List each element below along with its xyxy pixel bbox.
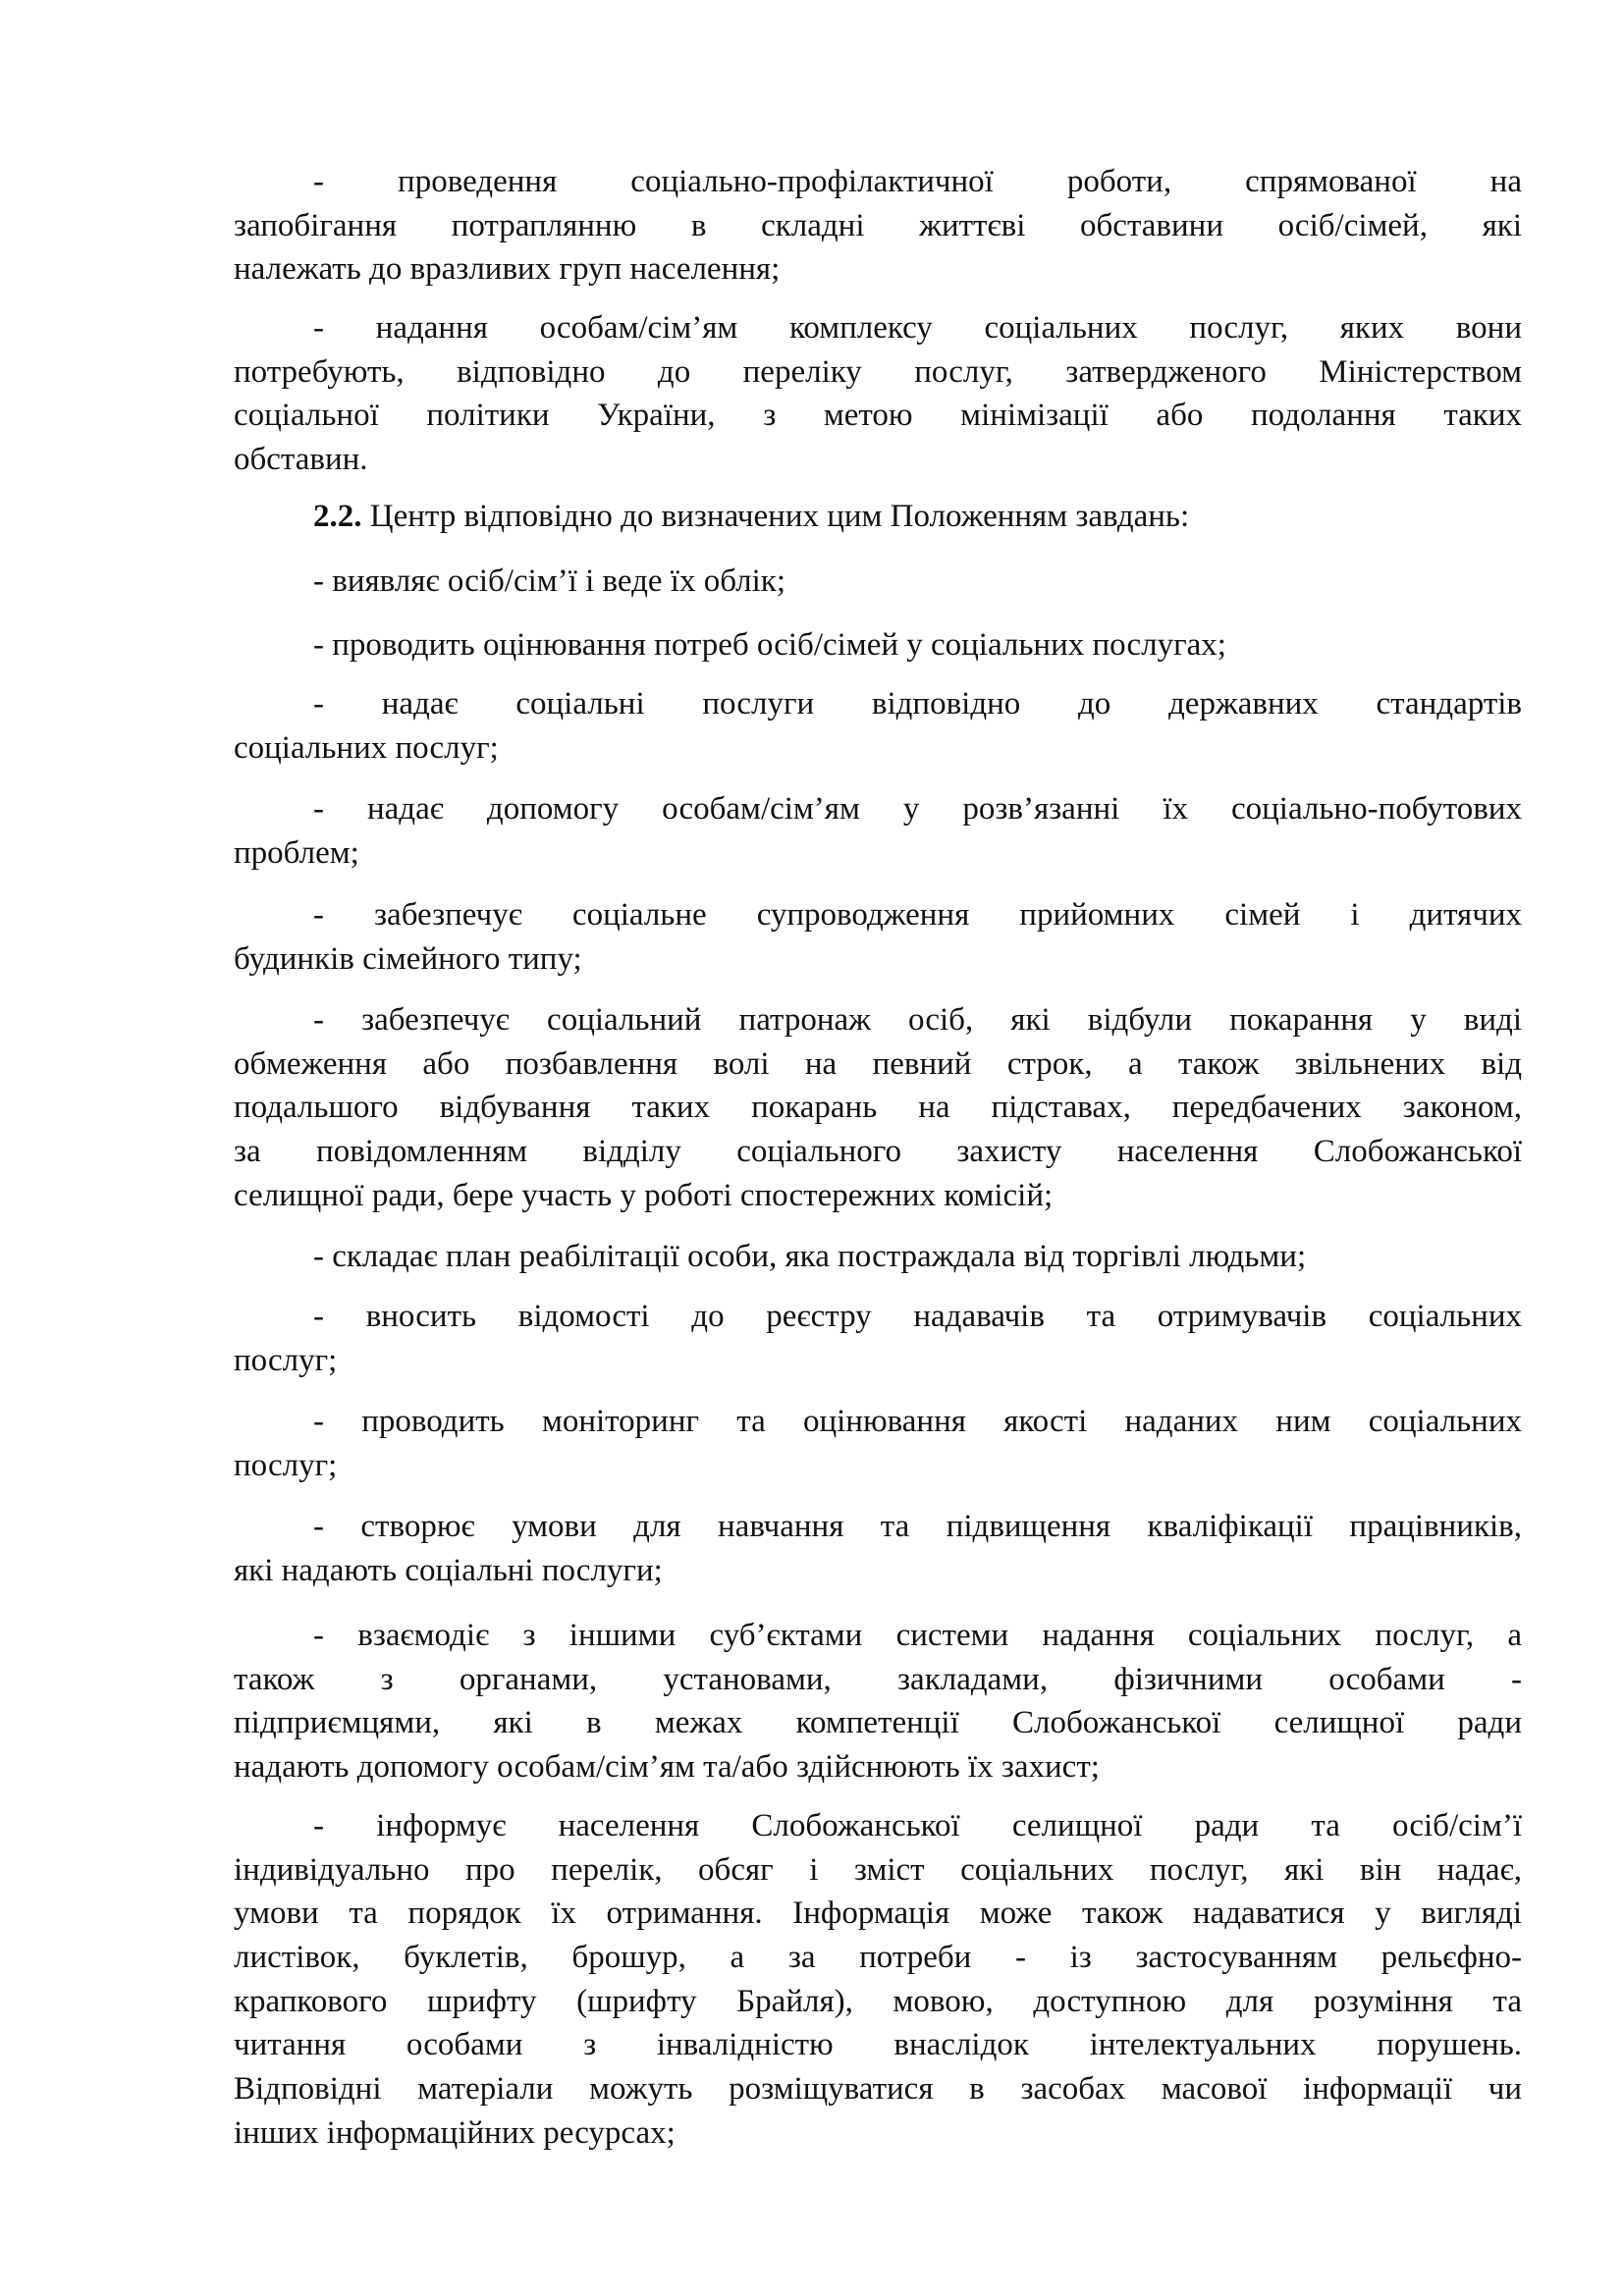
text-line: обставин. [234,442,368,478]
text-line: обмеження або позбавлення волі на певний строк, а також звільнених від [234,1045,1522,1082]
paragraph [234,560,1522,604]
text-line: листівок, буклетів, брошур, а за потреби - із застосуванням рельєфно- [234,1940,1522,1976]
paragraph [234,1804,1522,2156]
text-line: також з органами, установами, закладами, фізичними особами - [234,1661,1522,1697]
text-line: - забезпечує соціальне супроводження прийомних сімей і дитячих [313,897,1522,933]
paragraph [234,1400,1522,1487]
paragraph [234,495,1522,539]
section-number: 2.2. [313,499,362,534]
line-text: Центр відповідно до визначених цим Положенням завдань: [361,499,1190,534]
text-line: підприємцями, які в межах компетенції Слобожанської селищної ради [234,1705,1522,1741]
text-line: індивідуально про перелік, обсяг і зміст соціальних послуг, які він надає, [234,1851,1522,1888]
paragraph [234,306,1522,482]
text-line: - проводить моніторинг та оцінювання якості наданих ним соціальних [313,1404,1522,1439]
text-line: послуг; [234,1342,338,1378]
text-line: проблем; [234,834,359,871]
text-line: послуг; [234,1447,338,1483]
text-line: - надає допомогу особам/сім’ям у розв’язанні їх соціально-побутових [313,791,1522,827]
text-line: - створює умови для навчання та підвищення кваліфікації працівників, [313,1509,1522,1544]
paragraph [234,160,1522,292]
paragraph [234,893,1522,981]
text-line: - взаємодіє з іншими суб’єктами системи надання соціальних послуг, а [313,1618,1522,1653]
paragraph [234,998,1522,1217]
text-line: інших інформаційних ресурсах; [234,2114,676,2151]
text-line: читання особами з інвалідністю внаслідок інтелектуальних порушень. [234,2027,1522,2063]
paragraph [234,1614,1522,1789]
text-line: надають допомогу особам/сім’ям та/або здійснюють їх захист; [234,1749,1100,1786]
text-line: - виявляє осіб/сім’ї і веде їх облік; [313,563,785,599]
text-line: подальшого відбування таких покарань на підставах, передбачених законом, [234,1090,1522,1126]
text-line: - проведення соціально-профілактичної роботи, спрямованої на [313,164,1522,199]
text-line: - вносить відомості до реєстру надавачів та отримувачів соціальних [313,1299,1522,1334]
paragraph [234,787,1522,875]
text-line: умови та порядок їх отримання. Інформація може також надаватися у вигляді [234,1896,1522,1932]
paragraph [234,1505,1522,1592]
text-line: - складає план реабілітації особи, яка постраждала від торгівлі людьми; [313,1239,1307,1274]
paragraph [234,1295,1522,1382]
text-line: потребують, відповідно до переліку послуг, затвердженого Міністерством [234,353,1522,390]
text-line: будинків сімейного типу; [234,940,582,977]
text-line: крапкового шрифту (шрифту Брайля), мовою, доступною для розуміння та [234,1983,1522,2019]
text-line: які надають соціальні послуги; [234,1552,663,1588]
text-line: - проводить оцінювання потреб осіб/сімей у соціальних послугах; [313,627,1226,663]
paragraph [234,682,1522,770]
text-line: селищної ради, бере участь у роботі спостережних комісій; [234,1177,1054,1213]
text-line: - забезпечує соціальний патронаж осіб, які відбули покарання у виді [313,1002,1522,1038]
text-line: - надає соціальні послуги відповідно до державних стандартів [313,686,1522,721]
text-line: - інформує населення Слобожанської селищної ради та осіб/сім’ї [313,1808,1522,1843]
text-line: - надання особам/сім’ям комплексу соціальних послуг, яких вони [313,310,1522,346]
text-line: соціальної політики України, з метою мінімізації або подолання таких [234,398,1522,434]
text-line: запобігання потраплянню в складні життєві обставини осіб/сімей, які [234,207,1522,243]
text-line: Відповідні матеріали можуть розміщуватися в засобах масової інформації чи [234,2071,1522,2108]
text-line [234,495,1522,539]
text-line: належать до вразливих груп населення; [234,251,781,288]
text-line: за повідомленням відділу соціального захисту населення Слобожанської [234,1134,1522,1170]
text-line: соціальних послуг; [234,729,499,766]
paragraph [234,1235,1522,1279]
paragraph [234,623,1522,667]
